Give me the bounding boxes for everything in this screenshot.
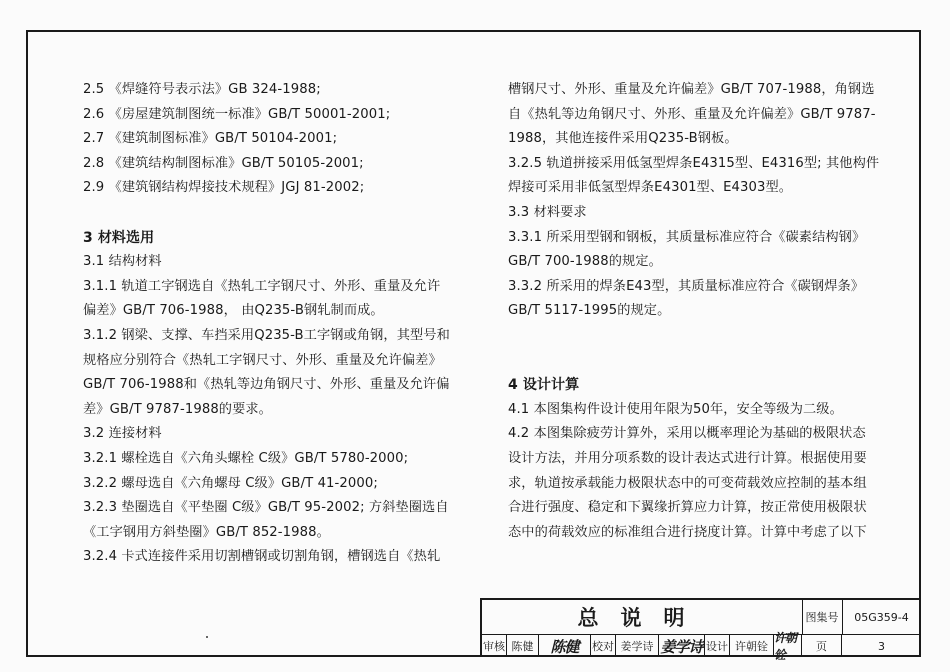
text-line: 《工字钢用方斜垫圈》GB/T 852-1988。 bbox=[83, 524, 330, 540]
atlas-number: 05G359-4 bbox=[854, 610, 909, 624]
atlas-number-label: 图集号 bbox=[802, 600, 843, 634]
text-line: 设计方法，并用分项系数的设计表达式进行计算。根据使用要 bbox=[508, 450, 867, 466]
blank-line bbox=[83, 201, 483, 226]
text-line: 合进行强度、稳定和下翼缘折算应力计算，按正常使用极限状 bbox=[508, 500, 867, 516]
review-label: 审核 bbox=[482, 635, 507, 657]
proofreader-name: 姜学诗 bbox=[616, 635, 659, 657]
section-heading: 4 设计计算 bbox=[508, 377, 580, 394]
signature-row bbox=[482, 631, 921, 662]
page-label: 页 bbox=[802, 635, 842, 657]
text-line: 3.2.2 螺母选自《六角螺母 C级》GB/T 41-2000; bbox=[83, 475, 378, 491]
text-line: 3.2.4 卡式连接件采用切割槽钢或切割角钢，槽钢选自《热轧 bbox=[83, 549, 441, 565]
proofread-label: 校对 bbox=[591, 635, 616, 657]
section-heading: 3 材料选用 bbox=[83, 229, 155, 246]
text-line: 2.5 《焊缝符号表示法》GB 324-1988; bbox=[83, 82, 321, 97]
text-line: 3.2 连接材料 bbox=[83, 426, 162, 442]
text-line: 3.3 材料要求 bbox=[508, 204, 587, 220]
text-line: 3.2.1 螺栓选自《六角头螺栓 C级》GB/T 5780-2000; bbox=[83, 450, 409, 466]
text-line: 3.1 结构材料 bbox=[83, 254, 162, 270]
text-line: 4.2 本图集除疲劳计算外，采用以概率理论为基础的极限状态 bbox=[508, 426, 866, 442]
text-line: 态中的荷载效应的标准组合进行挠度计算。计算中考虑了以下 bbox=[508, 524, 867, 540]
left-column bbox=[83, 78, 483, 570]
text-line: GB/T 706-1988和《热轧等边角钢尺寸、外形、重量及允许偏 bbox=[83, 377, 450, 393]
text-line: 4.1 本图集构件设计使用年限为50年，安全等级为二级。 bbox=[508, 401, 843, 417]
text-line: 求，轨道按承载能力极限状态中的可变荷载效应控制的基本组 bbox=[508, 475, 867, 491]
text-line: 2.8 《建筑结构制图标准》GB/T 50105-2001; bbox=[83, 155, 364, 171]
scan-speck bbox=[206, 636, 208, 638]
text-line: 3.2.5 轨道拼接采用低氢型焊条E4315型、E4316型; 其他构件 bbox=[508, 155, 880, 171]
drawing-title: 总说明 bbox=[482, 600, 803, 634]
text-line: 3.3.2 所采用的焊条E43型，其质量标准应符合《碳钢焊条》 bbox=[508, 278, 865, 294]
text-line: 1988，其他连接件采用Q235-B钢板。 bbox=[508, 131, 738, 147]
text-line: 焊接可采用非低氢型焊条E4301型、E4303型。 bbox=[508, 180, 793, 196]
title-block bbox=[480, 598, 921, 662]
design-label: 设计 bbox=[705, 635, 730, 657]
text-line: 差》GB/T 9787-1988的要求。 bbox=[83, 401, 272, 417]
designer-name: 许朝铨 bbox=[730, 635, 774, 657]
designer-signature: 许朝铨 bbox=[774, 635, 802, 657]
text-line: 2.6 《房屋建筑制图统一标准》GB/T 50001-2001; bbox=[83, 106, 391, 122]
page-number: 3 bbox=[878, 639, 885, 653]
blank-line bbox=[508, 349, 878, 374]
text-line: GB/T 5117-1995的规定。 bbox=[508, 303, 671, 319]
text-line: GB/T 700-1988的规定。 bbox=[508, 254, 662, 270]
text-line: 3.1.2 钢梁、支撑、车挡采用Q235-B工字钢或角钢，其型号和 bbox=[83, 327, 450, 343]
text-line: 槽钢尺寸、外形、重量及允许偏差》GB/T 707-1988，角钢选 bbox=[508, 82, 875, 97]
text-line: 3.3.1 所采用型钢和钢板，其质量标准应符合《碳素结构钢》 bbox=[508, 229, 866, 245]
right-column bbox=[508, 78, 878, 545]
text-line: 规格应分别符合《热轧工字钢尺寸、外形、重量及允许偏差》 bbox=[83, 352, 442, 368]
text-line: 自《热轧等边角钢尺寸、外形、重量及允许偏差》GB/T 9787- bbox=[508, 106, 876, 122]
reviewer-name: 陈健 bbox=[507, 635, 539, 657]
text-line: 3.2.3 垫圈选自《平垫圈 C级》GB/T 95-2002; 方斜垫圈选自 bbox=[83, 500, 449, 516]
text-line: 2.9 《建筑钢结构焊接技术规程》JGJ 81-2002; bbox=[83, 180, 365, 196]
text-line: 2.7 《建筑制图标准》GB/T 50104-2001; bbox=[83, 131, 338, 147]
blank-line bbox=[508, 324, 878, 349]
proofreader-signature: 姜学诗 bbox=[659, 635, 705, 657]
text-line: 3.1.1 轨道工字钢选自《热轧工字钢尺寸、外形、重量及允许 bbox=[83, 278, 441, 294]
reviewer-signature: 陈健 bbox=[539, 635, 591, 657]
text-line: 偏差》GB/T 706-1988， 由Q235-B钢轧制而成。 bbox=[83, 303, 384, 319]
